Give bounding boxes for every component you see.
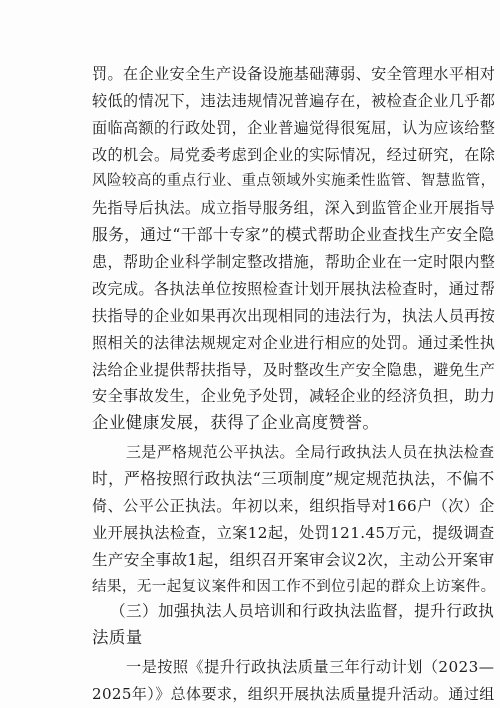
text-line: 改的机会。局党委考虑到企业的实际情况，经过研究，在除	[92, 146, 496, 164]
text-line: 较低的情况下，违法违规情况普遍存在，被检查企业几乎都	[92, 92, 496, 110]
text-line: 服务，通过“干部十专家”的模式帮助企业查找生产安全隐	[92, 225, 495, 244]
text-line: 结果，无一起复议案件和因工作不到位引起的群众上访案件。	[92, 578, 496, 595]
text-line: 生产安全事故1起，组织召开案审会议2次，主动公开案审	[92, 551, 495, 569]
text-line: 法给企业提供帮扶指导，及时整改生产安全隐患，避免生产	[92, 361, 496, 379]
text-line: 时，严格按照行政执法“三项制度”规定规范执法，不偏不	[92, 469, 495, 488]
text-line: 风险较高的重点行业、重点领域外实施柔性监管、智慧监管，	[92, 172, 496, 189]
section-heading: 法质量	[92, 628, 143, 647]
text-line: 面临高额的行政处罚，企业普遍觉得很冤屈，认为应该给整	[92, 119, 496, 137]
text-line: 改完成。各执法单位按照检查计划开展执法检查时，通过帮	[92, 280, 496, 298]
text-line: 倚、公平公正执法。年初以来，组织指导对166户（次）企	[92, 497, 495, 515]
text-line: 一是按照《提升行政执法质量三年行动计划（2023—	[126, 658, 495, 676]
text-line: 2025年）》总体要求，组织开展执法质量提升活动。通过组	[92, 685, 495, 703]
text-line: 安全事故发生，企业免予处罚，减轻企业的经济负担，助力	[92, 387, 496, 405]
text-line: 企业健康发展，获得了企业高度赞誉。	[92, 413, 380, 432]
text-line: 照相关的法律法规规定对企业进行相应的处罚。通过柔性执	[92, 334, 496, 352]
text-line: 患，帮助企业科学制定整改措施，帮助企业在一定时限内整	[92, 253, 496, 271]
section-heading: （三）加强执法人员培训和行政执法监督，提升行政执	[110, 602, 495, 620]
text-line: 先指导后执法。成立指导服务组，深入到监管企业开展指导	[92, 199, 496, 217]
text-line: 三是严格规范公平执法。全局行政执法人员在执法检查	[126, 443, 495, 461]
text-line: 业开展执法检查，立案12起，处罚121.45万元，提级调查	[92, 524, 495, 542]
text-line: 扶指导的企业如果再次出现相同的违法行为，执法人员再按	[92, 307, 496, 325]
text-line: 罚。在企业安全生产设备设施基础薄弱、安全管理水平相对	[92, 65, 496, 83]
